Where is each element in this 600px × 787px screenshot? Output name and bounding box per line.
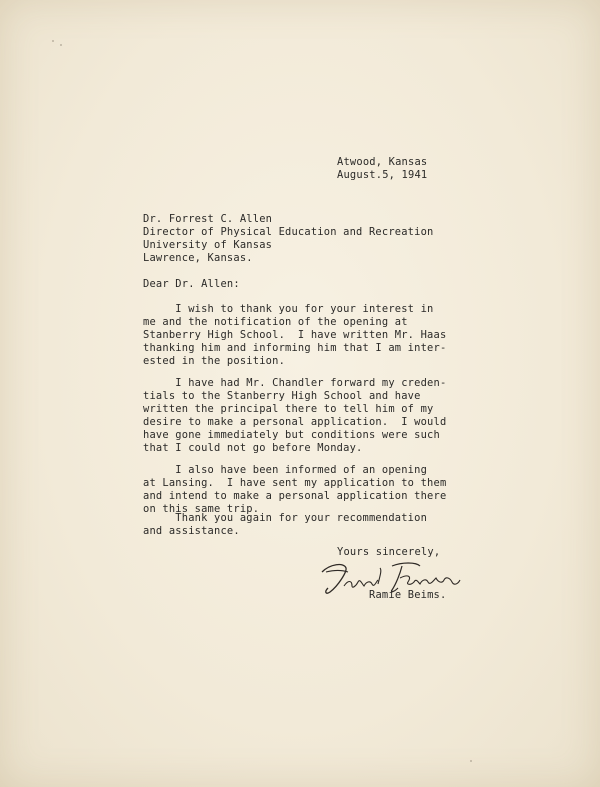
paragraph-line: that I could not go before Monday. (143, 442, 363, 454)
paragraph-line: ested in the position. (143, 355, 286, 367)
paragraph-line: I also have been informed of an opening (143, 464, 428, 476)
recipient-institution: University of Kansas (143, 239, 273, 251)
paragraph-line: desire to make a personal application. I would (143, 416, 447, 428)
paragraph-line: Thank you again for your recommendation (143, 512, 428, 524)
recipient-name: Dr. Forrest C. Allen (143, 213, 273, 225)
paragraph-line: and assistance. (143, 525, 240, 537)
paper-speck (52, 40, 54, 42)
paragraph-line: I wish to thank you for your interest in (143, 303, 434, 315)
typed-signature-name: Ramie Beims. (369, 589, 447, 601)
paragraph-line: me and the notification of the opening at (143, 316, 408, 328)
recipient-city: Lawrence, Kansas. (143, 252, 253, 264)
paragraph-line: and intend to make a personal application there (143, 490, 447, 502)
salutation: Dear Dr. Allen: (143, 278, 240, 290)
paragraph-line: tials to the Stanberry High School and have (143, 390, 421, 402)
paragraph-line: written the principal there to tell him of my (143, 403, 434, 415)
closing: Yours sincerely, (337, 546, 441, 558)
paragraph-line: Stanberry High School. I have written Mr. Haas (143, 329, 447, 341)
paragraph-line: thanking him and informing him that I am inter- (143, 342, 447, 354)
paper-speck (470, 760, 472, 762)
recipient-title: Director of Physical Education and Recreation (143, 226, 434, 238)
paragraph-line: at Lansing. I have sent my application to them (143, 477, 447, 489)
paragraph-line: on this same trip. (143, 503, 260, 515)
letter-date: August.5, 1941 (337, 169, 428, 181)
paragraph-line: I have had Mr. Chandler forward my creden- (143, 377, 447, 389)
paragraph-line: have gone immediately but conditions were such (143, 429, 440, 441)
sender-place: Atwood, Kansas (337, 156, 428, 168)
paper-speck (60, 44, 62, 46)
